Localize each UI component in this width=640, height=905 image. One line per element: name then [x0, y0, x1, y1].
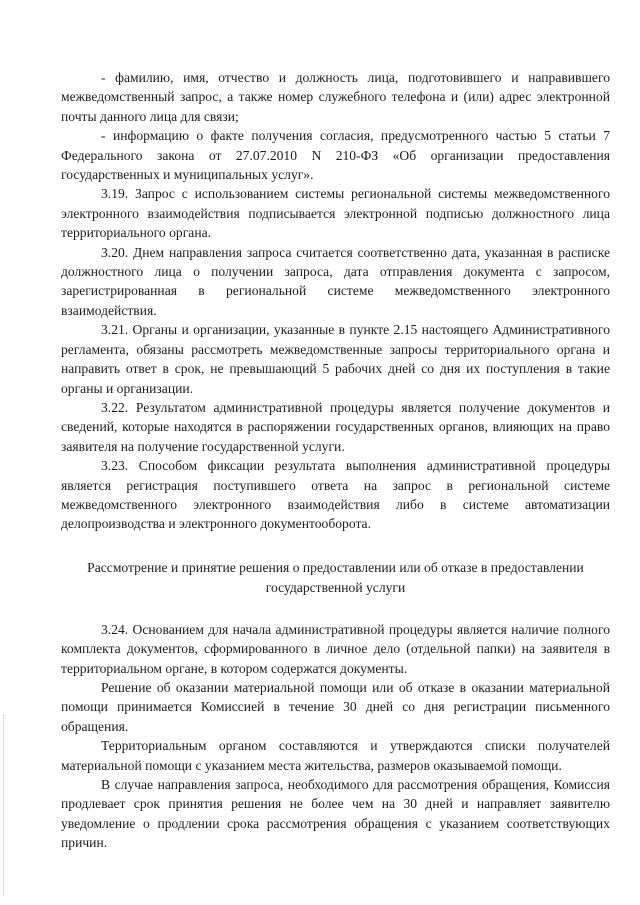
section-heading: Рассмотрение и принятие решения о предоставлении или об отказе в предоставлении государственной услуги [87, 559, 584, 595]
paragraph-3-19: 3.19. Запрос с использованием системы региональной системы межведомственного электронного взаимодействия подписывается электронной подписью должностного лица территориального органа. [61, 186, 610, 241]
paragraph-3-21: 3.21. Органы и организации, указанные в пункте 2.15 настоящего Административного регламента, обязаны рассмотреть межведомственные запросы территориального органа и направить ответ в срок, не превышающий 5 рабочих дней со дня их поступления в такие органы и организации. [61, 322, 610, 396]
paragraph-3-24: 3.24. Основанием для начала административной процедуры является наличие полного комплекта документов, сформированного в личное дело (отдельной папки) на заявителя в территориальном органе, в котором содержатся документы. [61, 621, 610, 676]
paragraph-3-23: 3.23. Способом фиксации результата выполнения административной процедуры является регистрация поступившего ответа на запрос в региональной системе межведомственного электронного взаимодействия либо в системе автоматизации делопроизводства и электронного документооборота. [61, 458, 610, 532]
paragraph-3-20: 3.20. Днем направления запроса считается соответственно дата, указанная в расписке должностного лица о получении запроса, дата отправления документа с запросом, зарегистрированная в региональной системе межведомственного электронного взаимодействия. [61, 244, 610, 318]
paragraph-decision: Решение об оказании материальной помощи или об отказе в оказании материальной помощи принимается Комиссией в течение 30 дней со дня регистрации письменного обращения. [61, 679, 610, 734]
paragraph-consent-info: - информацию о факте получения согласия, предусмотренного частью 5 статьи 7 Федерального закона от 27.07.2010 N 210-ФЗ «Об организации предоставления государственных и муниципальных услуг». [61, 128, 610, 183]
paragraph-extension: В случае направления запроса, необходимого для рассмотрения обращения, Комиссия продлевает срок принятия решения не более чем на 30 дней и направляет заявителю уведомление о продлении срока рассмотрения обращения с указанием соответствующих причин. [61, 777, 610, 851]
paragraph-recipient-lists: Территориальным органом составляются и утверждаются списки получателей материальной помощи с указанием места жительства, размеров оказываемой помощи. [61, 738, 610, 773]
paragraph-contact-info: - фамилию, имя, отчество и должность лица, подготовившего и направившего межведомственный запрос, а также номер служебного телефона и (или) адрес электронной почты данного лица для связи; [61, 70, 610, 124]
margin-scan-mark [3, 715, 6, 895]
paragraph-3-22: 3.22. Результатом административной процедуры является получение документов и сведений, которые находятся в распоряжении государственных органов, влияющих на право заявителя на получение государственной услуги. [61, 399, 610, 454]
